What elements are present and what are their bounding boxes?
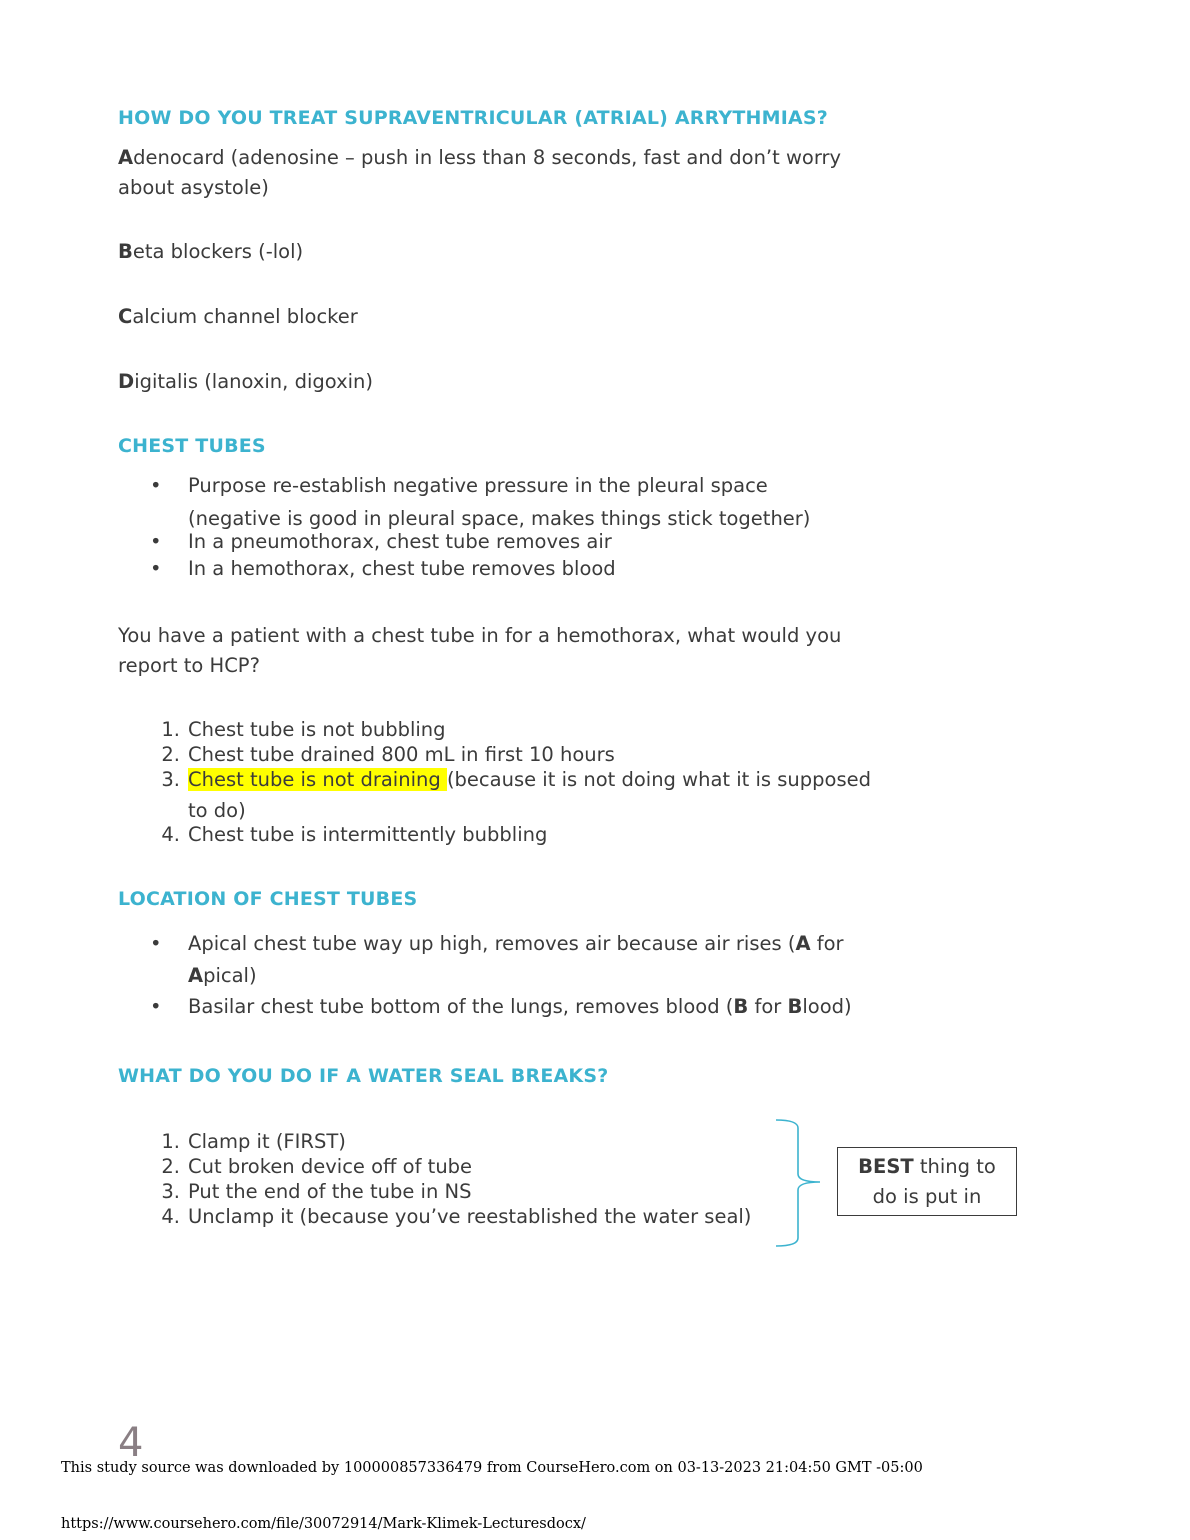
option-number: 2. [161, 743, 180, 766]
bullet-icon: • [150, 530, 162, 553]
download-note: This study source was downloaded by 100000857336479 from CourseHero.com on 03-13-2023 21:04:50 GMT -05:00 [61, 1460, 923, 1476]
bullet-icon: • [150, 474, 162, 497]
step-text: Cut broken device off of tube [188, 1155, 473, 1178]
page-number: 4 [118, 1420, 144, 1466]
step-text: Put the end of the tube in NS [188, 1180, 472, 1203]
bullet-icon: • [150, 932, 162, 955]
option-text: Chest tube is intermittently bubbling [188, 823, 548, 846]
section-heading-water-seal: WHAT DO YOU DO IF A WATER SEAL BREAKS? [118, 1065, 609, 1087]
section-heading-location: LOCATION OF CHEST TUBES [118, 888, 418, 910]
callout-box [837, 1147, 1017, 1216]
list-item-text: In a hemothorax, chest tube removes blood [188, 557, 616, 580]
drug-initial: C [118, 305, 133, 328]
drug-initial: B [118, 240, 133, 263]
drug-text: eta blockers (-lol) [132, 240, 304, 263]
drug-initial: A [118, 146, 134, 169]
callout-bold: BEST [858, 1155, 914, 1178]
step-number: 3. [161, 1180, 180, 1203]
drug-item-adenocard [118, 143, 841, 203]
drug-item-calcium-channel-blocker [118, 302, 358, 332]
list-item-text: Basilar chest tube bottom of the lungs, removes blood (B for Blood) [188, 995, 852, 1018]
list-item-text: Apical chest tube way up high, removes air because air rises (A for Apical) [188, 932, 844, 987]
option-number: 1. [161, 718, 180, 741]
drug-text: igitalis (lanoxin, digoxin) [134, 370, 373, 393]
step-number: 4. [161, 1205, 180, 1228]
drug-text-cont: about asystole) [118, 176, 269, 199]
section-heading-supraventricular: HOW DO YOU TREAT SUPRAVENTRICULAR (ATRIAL) ARRYTHMIAS? [118, 107, 828, 129]
callout-text-line2: do is put in [872, 1185, 982, 1208]
list-item-text: Purpose re-establish negative pressure in the pleural space (negative is good in pleural space, makes things stick together) [188, 474, 811, 530]
drug-initial: D [118, 370, 135, 393]
option-text: Chest tube drained 800 mL in first 10 hours [188, 743, 615, 766]
bullet-icon: • [150, 557, 162, 580]
option-text: Chest tube is not bubbling [188, 718, 446, 741]
step-number: 1. [161, 1130, 180, 1153]
step-text: Unclamp it (because you’ve reestablished the water seal) [188, 1205, 752, 1228]
drug-text: denocard (adenosine – push in less than 8 seconds, fast and don’t worry [133, 146, 842, 169]
source-url[interactable]: https://www.coursehero.com/file/30072914/Mark-Klimek-Lecturesdocx/ [61, 1516, 586, 1532]
drug-text: alcium channel blocker [132, 305, 358, 328]
bullet-icon: • [150, 995, 162, 1018]
section-heading-chest-tubes: CHEST TUBES [118, 435, 266, 457]
option-number: 3. [161, 768, 180, 791]
option-number: 4. [161, 823, 180, 846]
highlighted-answer: Chest tube is not draining [188, 768, 447, 791]
callout-text: thing to [913, 1155, 996, 1178]
step-number: 2. [161, 1155, 180, 1178]
drug-item-digitalis [118, 367, 373, 397]
option-text: Chest tube is not draining (because it is not doing what it is supposed to do) [188, 768, 872, 822]
question-text: You have a patient with a chest tube in for a hemothorax, what would you report to HCP? [118, 624, 842, 677]
step-text: Clamp it (FIRST) [188, 1130, 346, 1153]
list-item-text: In a pneumothorax, chest tube removes air [188, 530, 612, 553]
drug-item-beta-blockers [118, 237, 303, 267]
curly-brace-icon [770, 1118, 830, 1250]
